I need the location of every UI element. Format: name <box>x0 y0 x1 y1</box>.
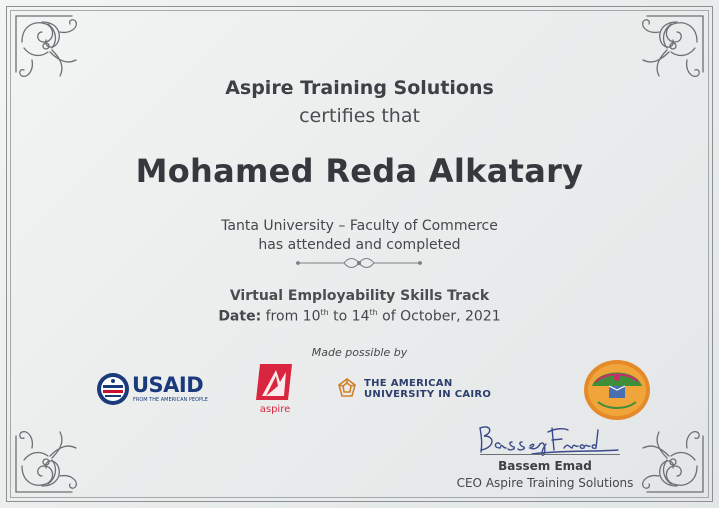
made-possible-text: Made possible by <box>311 346 408 359</box>
signer-name: Bassem Emad <box>498 459 592 473</box>
university-badge-icon <box>582 358 652 422</box>
corner-ornament-icon <box>12 404 104 496</box>
usaid-logo <box>96 370 216 410</box>
auc-line1: THE AMERICAN <box>364 378 453 389</box>
usaid-tagline: FROM THE AMERICAN PEOPLE <box>133 397 208 403</box>
aspire-logo <box>252 362 298 418</box>
recipient-name: Mohamed Reda Alkatary <box>135 152 584 190</box>
certifies-text: certifies that <box>299 105 420 127</box>
date-from-suffix: th <box>320 308 329 317</box>
affiliation-text: Tanta University – Faculty of Commerce <box>221 218 498 234</box>
date-label: Date: <box>218 308 262 325</box>
date-to: to 14 <box>333 308 370 325</box>
auc-logo <box>336 376 526 406</box>
auc-line2: UNIVERSITY IN CAIRO <box>364 389 492 400</box>
aspire-mark-icon <box>254 362 294 402</box>
ornamental-divider-icon <box>294 256 424 270</box>
usaid-seal-icon <box>96 372 130 406</box>
signer-title: CEO Aspire Training Solutions <box>456 476 634 490</box>
date-line <box>0 308 719 325</box>
date-to-suffix: th <box>369 308 378 317</box>
usaid-wordmark: USAID <box>132 373 204 397</box>
attended-text: has attended and completed <box>258 237 461 253</box>
signature-line <box>480 454 620 455</box>
date-rest: of October, 2021 <box>382 308 501 325</box>
date-from: from 10 <box>265 308 321 325</box>
aspire-wordmark: aspire <box>259 404 291 415</box>
auc-emblem-icon <box>336 377 358 399</box>
track-title: Virtual Employability Skills Track <box>229 288 490 304</box>
issuer-title: Aspire Training Solutions <box>225 77 494 99</box>
